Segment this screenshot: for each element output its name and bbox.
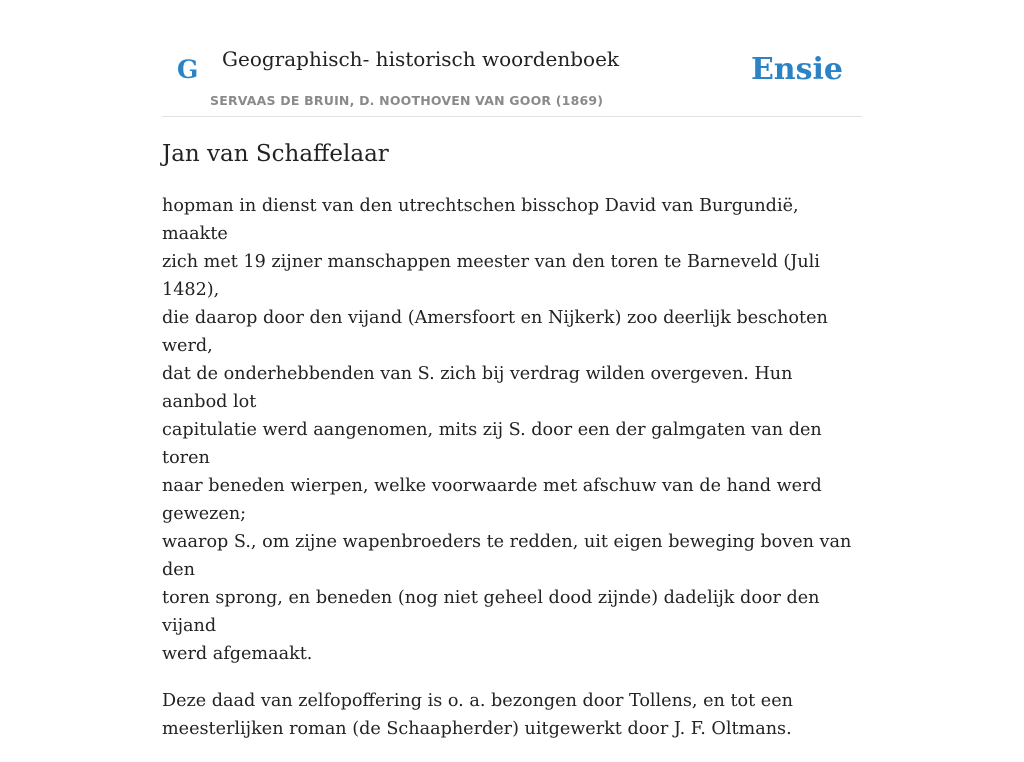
header — [162, 0, 862, 117]
book-logo-icon[interactable]: G — [177, 55, 199, 84]
brand-logo[interactable]: Ensie — [750, 52, 843, 87]
entry-title: Jan van Schaffelaar — [162, 141, 389, 167]
entry-paragraph: hopman in dienst van den utrechtschen bisschop David van Burgundië, maakte zich met 19 zijner manschappen meester van den toren te Barneveld (Juli 1482), die daarop door den vijand (Amersfoort en Nijkerk) zoo deerlijk beschoten werd, dat de onderhebbenden van S. zich bij verdrag wilden overgeven. Hun aanbod lot capitulatie werd aangenomen, mits zij S. door een der galmgaten van den toren naar beneden wierpen, welke voorwaarde met afschuw van de hand werd gewezen; waarop S., om zijne wapenbroeders te redden, uit eigen beweging boven van den toren sprong, en beneden (nog niet geheel dood zijnde) dadelijk door den vijand werd afgemaakt. — [162, 196, 852, 664]
page — [162, 0, 862, 739]
book-author: SERVAAS DE BRUIN, D. NOOTHOVEN VAN GOOR (1869) — [210, 93, 604, 108]
entry-paragraph: Deze daad van zelfopoffering is o. a. bezongen door Tollens, en tot een meesterlijken roman (de Schaapherder) uitgewerkt door J. F. Oltmans. — [162, 691, 793, 739]
entry-body — [162, 192, 862, 762]
book-title[interactable]: Geographisch- historisch woordenboek — [222, 47, 620, 71]
